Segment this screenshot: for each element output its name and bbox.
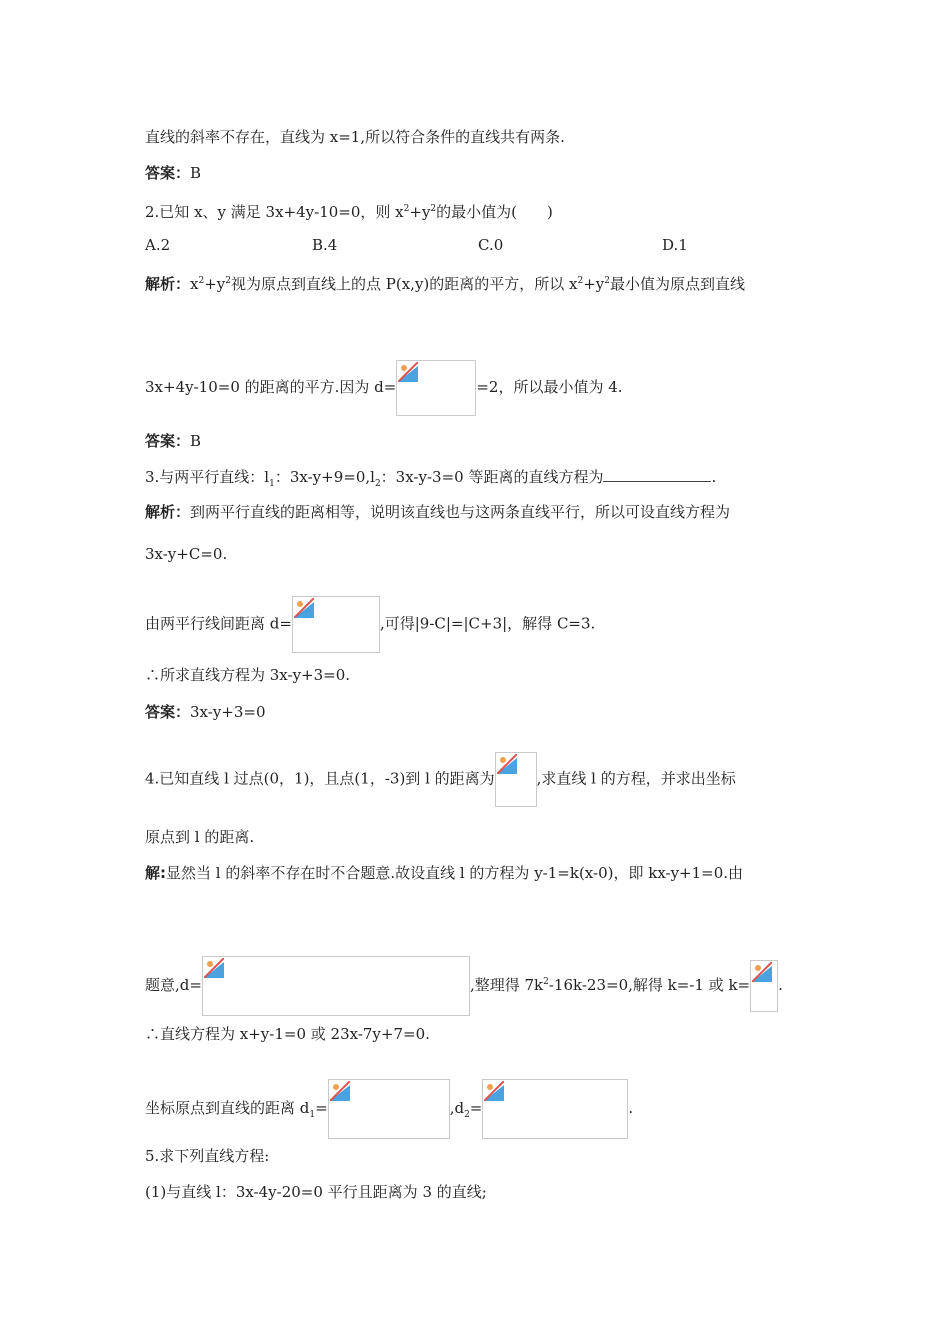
sol-text: = [469, 1099, 483, 1117]
superscript: 2 [198, 276, 205, 286]
subscript: 2 [374, 479, 381, 489]
sol-text: x [190, 275, 199, 293]
q2-options [145, 235, 845, 255]
sol-text: +y [583, 275, 605, 293]
sol-text: 显然当 l 的斜率不存在时不合题意.故设直线 l 的方程为 y-1=k(x-0)，即 kx-y+1=0.由 [166, 864, 744, 882]
q3-text: . [711, 468, 717, 486]
subscript: 2 [464, 1110, 470, 1120]
q3-solution-4: ∴所求直线方程为 3x-y+3=0. [145, 666, 351, 684]
q4-solution-4 [145, 1079, 633, 1139]
answer-label: 答案： [145, 703, 191, 721]
answer-value: B [190, 164, 202, 182]
q2-solution [145, 271, 745, 294]
q4-solution-3: ∴直线方程为 x+y-1=0 或 23x-7y+7=0. [145, 1025, 430, 1043]
sol-text: 到两平行直线的距离相等，说明该直线也与这两条直线平行，所以可设直线方程为 [190, 503, 731, 521]
q4-text: ,求直线 l 的方程，并求出坐标 [536, 769, 736, 788]
q2-text: 2.已知 x、y 满足 3x+4y-10=0，则 x [145, 203, 404, 221]
question-5: 5.求下列直线方程: [145, 1147, 270, 1165]
q2-text: +y [409, 203, 431, 221]
sol-text: . [628, 1099, 634, 1117]
sol-text: ,d [449, 1099, 465, 1117]
answer-value: B [190, 432, 202, 450]
q3-solution [145, 502, 730, 522]
superscript: 2 [604, 276, 611, 286]
formula-image-icon [495, 752, 537, 807]
superscript: 2 [543, 977, 549, 987]
q3-text: ：3x-y+9=0,l [274, 468, 375, 486]
option-b: B.4 [312, 236, 338, 254]
formula-image-icon [292, 596, 380, 653]
solution-label: 解析： [145, 275, 191, 293]
question-4 [145, 752, 736, 807]
formula-image-icon [750, 960, 778, 1012]
formula-image-icon [328, 1079, 450, 1139]
superscript: 2 [430, 204, 437, 214]
subscript: 1 [309, 1110, 316, 1120]
q3-text: 3.与两平行直线：l [145, 468, 270, 486]
sol-text: 题意,d= [145, 976, 202, 994]
text-line: 直线的斜率不存在，直线为 x=1,所以符合条件的直线共有两条. [145, 128, 565, 146]
formula-image-icon [202, 956, 470, 1016]
sol-text: . [778, 976, 783, 994]
q3-solution-3 [145, 596, 595, 653]
q3-solution-2: 3x-y+C=0. [145, 545, 228, 563]
solution-label: 解: [145, 864, 166, 882]
sol-text: +y [204, 275, 226, 293]
option-a: A.2 [145, 236, 171, 254]
sol-text: 坐标原点到直线的距离 d [145, 1099, 310, 1117]
q2-text: 的最小值为( ) [436, 203, 553, 221]
option-c: C.0 [478, 236, 504, 254]
sol-text: 由两平行线间距离 d= [145, 614, 292, 633]
subscript: 1 [269, 479, 275, 489]
solution-label: 解析： [145, 503, 191, 521]
formula-image-icon [396, 360, 476, 416]
q4-solution [145, 863, 743, 883]
formula-image-icon [482, 1079, 628, 1139]
question-3 [145, 467, 716, 494]
sol-text: =2，所以最小值为 4. [476, 378, 623, 396]
q4-text: 4.已知直线 l 过点(0，1)，且点(1，-3)到 l 的距离为 [145, 769, 495, 788]
answer-label: 答案： [145, 164, 191, 182]
question-2 [145, 199, 553, 222]
superscript: 2 [403, 204, 410, 214]
q3-text: ：3x-y-3=0 等距离的直线方程为 [380, 468, 604, 486]
superscript: 2 [225, 276, 231, 286]
question-4b: 原点到 l 的距离. [145, 828, 255, 846]
answer-label: 答案： [145, 432, 191, 450]
sol-text: ,整理得 7k [469, 976, 544, 994]
answer-line [145, 702, 266, 722]
sol-text: 最小值为原点到直线 [610, 275, 746, 293]
superscript: 2 [577, 276, 584, 286]
answer-line [145, 431, 201, 451]
answer-blank[interactable] [603, 481, 711, 482]
sol-text: 视为原点到直线上的点 P(x,y)的距离的平方，所以 x [231, 275, 578, 293]
answer-line [145, 163, 201, 183]
sol-text: ,可得|9-C|=|C+3|，解得 C=3. [379, 614, 596, 633]
sol-text: 3x+4y-10=0 的距离的平方.因为 d= [145, 378, 397, 396]
option-d: D.1 [662, 236, 688, 254]
q2-solution-2 [145, 360, 623, 416]
q4-solution-2 [145, 956, 783, 1016]
answer-value: 3x-y+3=0 [190, 703, 266, 721]
question-5-1: (1)与直线 l：3x-4y-20=0 平行且距离为 3 的直线; [145, 1183, 487, 1201]
sol-text: = [315, 1099, 328, 1117]
sol-text: -16k-23=0,解得 k=-1 或 k= [548, 976, 751, 994]
